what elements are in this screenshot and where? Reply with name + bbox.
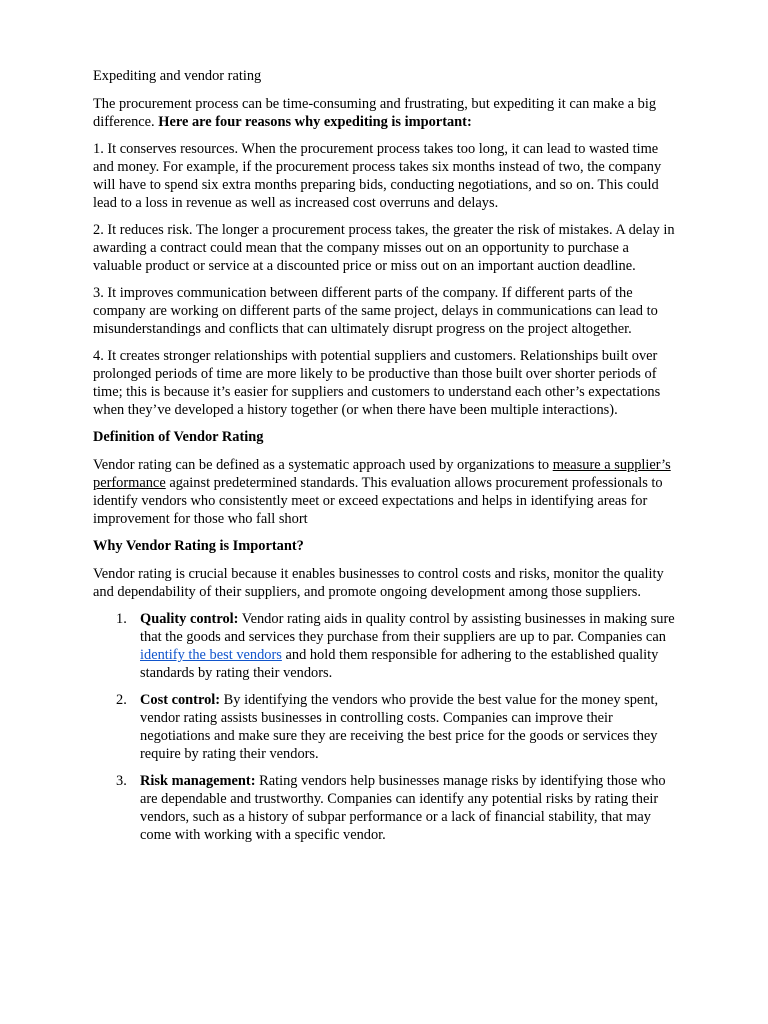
- definition-paragraph: [93, 456, 678, 528]
- definition-text-before: Vendor rating can be defined as a systematic approach used by organizations to: [93, 457, 553, 473]
- definition-text-after: against predetermined standards. This evaluation allows procurement professionals to identify vendors who consistently meet or exceed expectations and helps in identifying areas for improvement for those who fall short: [93, 475, 663, 527]
- list-item-label: Cost control:: [140, 692, 221, 708]
- intro-text: The procurement process can be time-consuming and frustrating, but expediting it can make a big difference.: [93, 96, 657, 130]
- list-item-number: 2.: [116, 692, 127, 708]
- list-item-text: By identifying the vendors who provide the best value for the money spent, vendor rating assists businesses in controlling costs. Companies can improve their negotiations and make sure they are receiving the best price for the goods or services they require by rating their vendors.: [140, 692, 659, 762]
- list-item-text-before: Vendor rating aids in quality control by assisting businesses in making sure that the goods and services they purchase from their suppliers are up to par. Companies can: [140, 611, 675, 645]
- reason-paragraph-1: 1. It conserves resources. When the procurement process takes too long, it can lead to wasted time and money. For example, if the procurement process takes six months instead of two, the company will have to spend six extra months preparing bids, conducting negotiations, and so on. This could lead to a loss in revenue as well as increased cost overruns and delays.: [93, 141, 662, 211]
- reason-paragraph-3: 3. It improves communication between different parts of the company. If different parts of the company are working on different parts of the same project, delays in communications can lead to misunderstandings and conflicts that can ultimately disrupt progress on the project altogether.: [93, 285, 658, 337]
- identify-best-vendors-link[interactable]: identify the best vendors: [140, 647, 282, 663]
- list-item-number: 3.: [116, 773, 127, 789]
- intro-bold-text: Here are four reasons why expediting is important:: [158, 114, 472, 130]
- list-item-quality-control: [93, 610, 678, 682]
- list-item-label: Risk management:: [140, 773, 256, 789]
- importance-intro-paragraph: Vendor rating is crucial because it enables businesses to control costs and risks, monitor the quality and dependability of their suppliers, and promote ongoing development among those suppliers.: [93, 566, 664, 600]
- list-item-number: 1.: [116, 611, 127, 627]
- measure-performance-link[interactable]: measure a supplier’s performance: [93, 457, 671, 491]
- intro-paragraph: [93, 95, 678, 131]
- list-item-text: Rating vendors help businesses manage risks by identifying those who are dependable and trustworthy. Companies can identify any potential risks by rating their vendors, such as a history of subpar performance or a lack of financial stability, that may come with working with a specific vendor.: [140, 773, 666, 843]
- reason-paragraph-2: 2. It reduces risk. The longer a procurement process takes, the greater the risk of mistakes. A delay in awarding a contract could mean that the company misses out on an opportunity to purchase a valuable product or service at a discounted price or miss out on an important auction deadline.: [93, 222, 675, 274]
- list-item-text-after: and hold them responsible for adhering to the established quality standards by rating their vendors.: [140, 647, 659, 681]
- importance-heading: Why Vendor Rating is Important?: [93, 538, 304, 554]
- list-item-label: Quality control:: [140, 611, 239, 627]
- benefits-list: [93, 610, 678, 844]
- document-title: Expediting and vendor rating: [93, 68, 262, 84]
- list-item-cost-control: [93, 691, 678, 763]
- list-item-risk-management: [93, 772, 678, 844]
- reason-paragraph-4: 4. It creates stronger relationships with potential suppliers and customers. Relationships built over prolonged periods of time are more likely to be productive than those built over shorter periods of time; this is because it’s easier for suppliers and customers to understand each other’s expectations when they’ve developed a history together (or when there have been multiple interactions).: [93, 348, 661, 418]
- definition-heading: Definition of Vendor Rating: [93, 429, 264, 445]
